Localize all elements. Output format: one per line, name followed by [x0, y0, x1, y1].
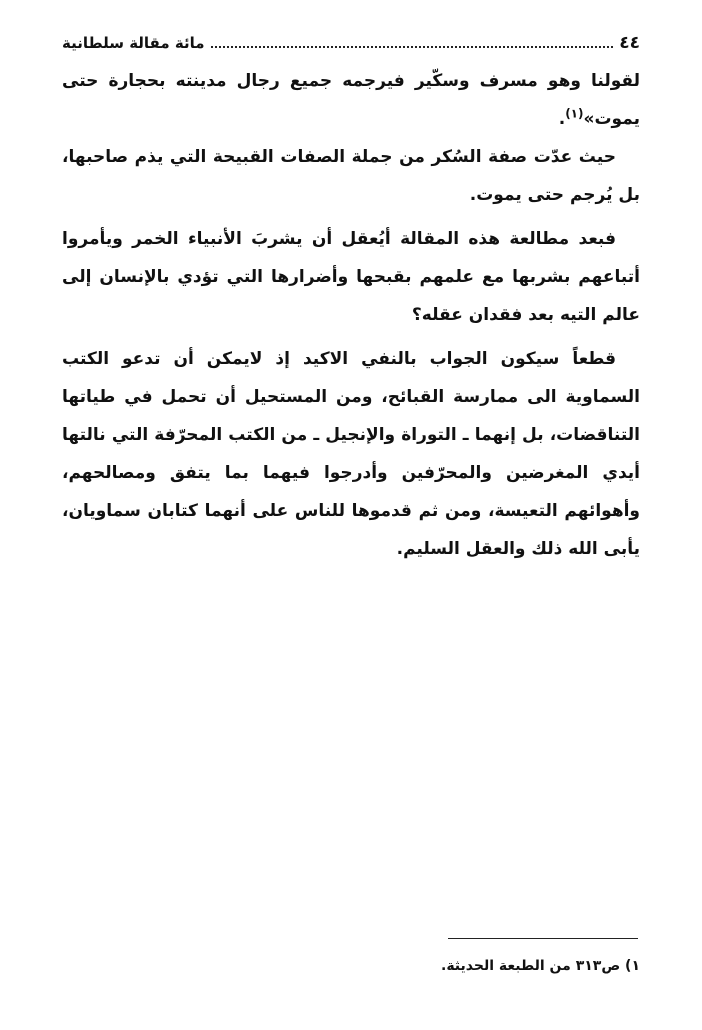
- paragraph-2: حيث عدّت صفة السُكر من جملة الصفات القبيحة التي يذم صاحبها، بل يُرجم حتى يموت.: [62, 147, 640, 205]
- footnote: ١) ص٣١٣ من الطبعة الحديثة.: [441, 958, 640, 974]
- footnote-reference[interactable]: (١): [565, 106, 584, 121]
- paragraph-3: فبعد مطالعة هذه المقالة أيُعقل أن يشربَ الأنبياء الخمر ويأمروا أتباعهم بشربها مع علمهم بقبحها وأضرارها التي تؤدي بالإنسان إلى عالم التيه بعد فقدان عقله؟: [62, 229, 640, 325]
- paragraph-1-text: لقولنا وهو مسرف وسكّير فيرجمه جميع رجال مدينته بحجارة حتى يموت»: [62, 71, 640, 129]
- page-number: ٤٤: [619, 33, 640, 53]
- footnote-separator: [448, 938, 638, 939]
- running-header: [62, 30, 640, 56]
- header-dot-leader: [211, 46, 614, 48]
- paragraph-1: [62, 62, 640, 138]
- book-title: مائة مقالة سلطانية: [62, 34, 205, 52]
- paragraph-4: قطعاً سيكون الجواب بالنفي الاكيد إذ لايمكن أن تدعو الكتب السماوية الى ممارسة القبائح، ومن المستحيل أن تحمل في طياتها التناقضات، بل إنهما ـ التوراة والإنجيل ـ من الكتب المحرّفة التي نالتها أيدي المغرضين والمحرّفين وأدرجوا فيهما بما يتفق ومصالحهم، وأهوائهم التعيسة، ومن ثم قدموها للناس على أنهما كتابان سماويان، يأبى الله ذلك والعقل السليم.: [62, 349, 640, 559]
- paragraph-1-end: .: [558, 109, 566, 129]
- main-text: [62, 62, 640, 568]
